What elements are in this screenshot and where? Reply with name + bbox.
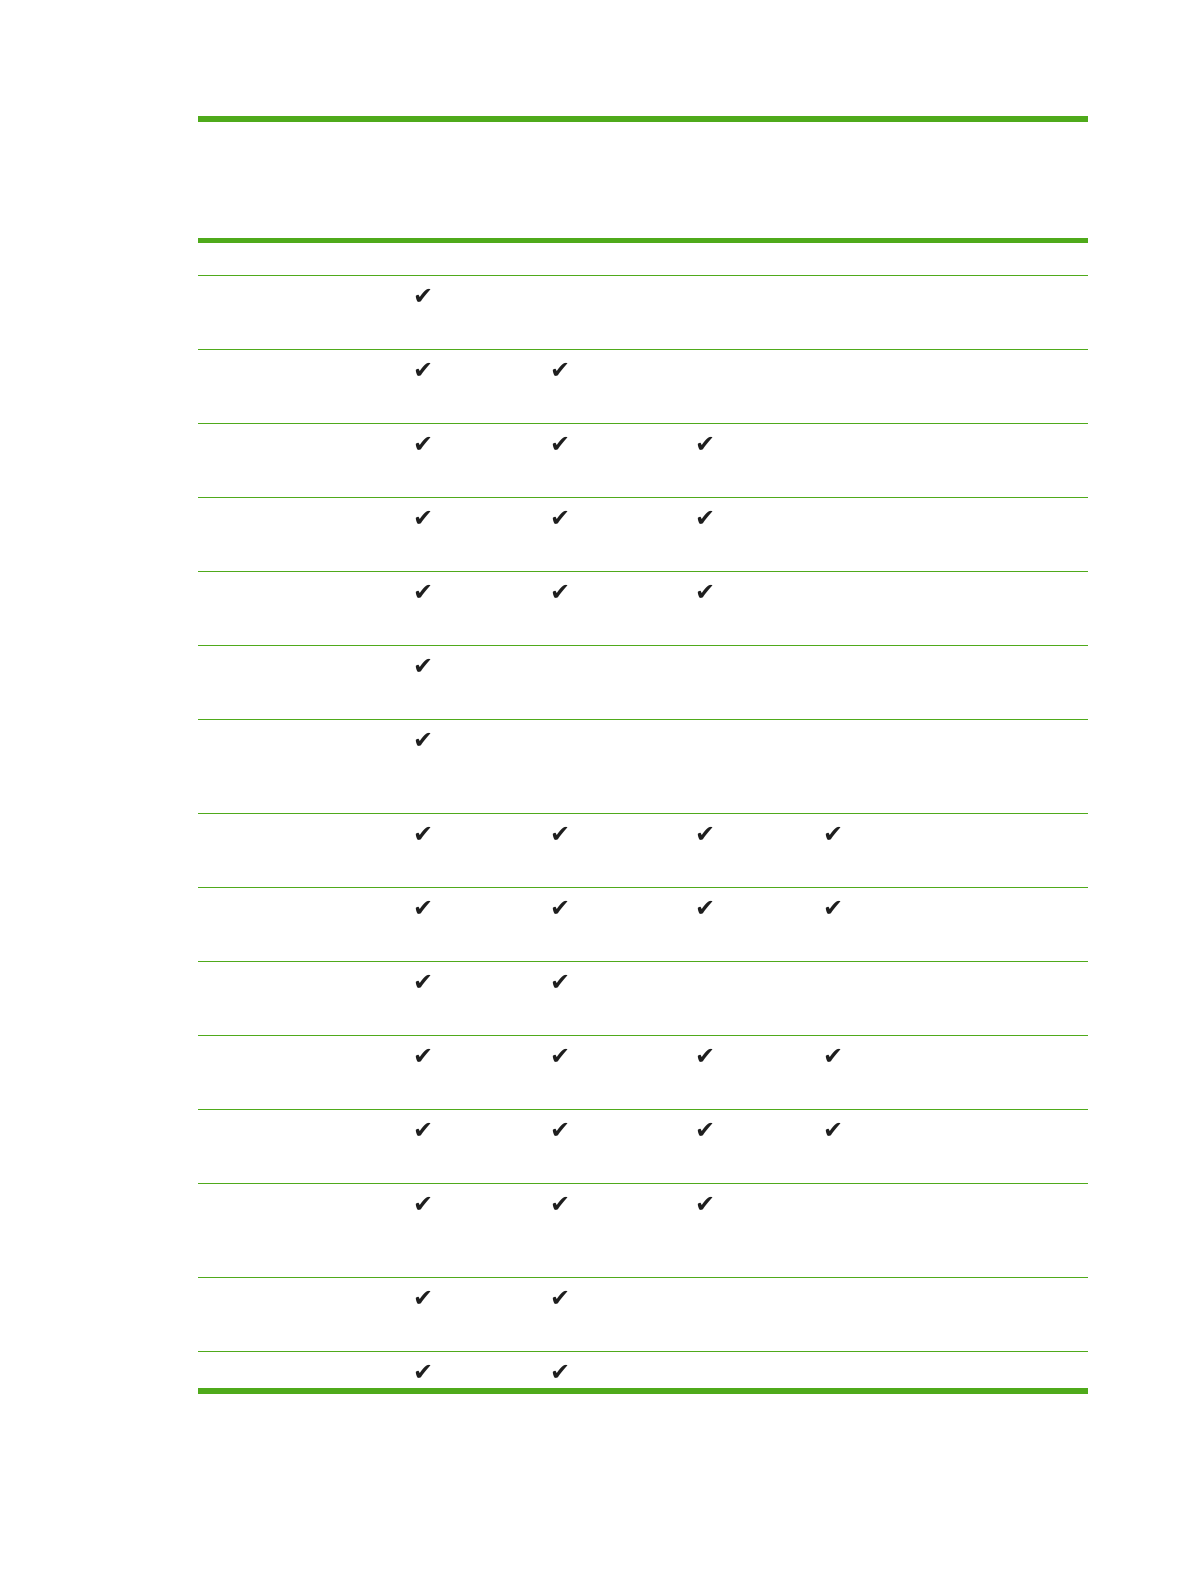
table-row [198, 571, 1088, 645]
check-icon: ✔ [412, 1358, 434, 1386]
check-icon: ✔ [549, 430, 571, 458]
table-row [198, 961, 1088, 1035]
check-icon: ✔ [549, 968, 571, 996]
check-icon: ✔ [412, 1116, 434, 1144]
check-icon: ✔ [694, 1190, 716, 1218]
check-icon: ✔ [412, 356, 434, 384]
check-icon: ✔ [412, 820, 434, 848]
table-row [198, 645, 1088, 719]
check-icon: ✔ [549, 1358, 571, 1386]
check-icon: ✔ [694, 1042, 716, 1070]
check-icon: ✔ [822, 820, 844, 848]
table-bottom-rule [198, 1388, 1088, 1394]
check-icon: ✔ [549, 578, 571, 606]
check-icon: ✔ [549, 1116, 571, 1144]
check-icon: ✔ [549, 820, 571, 848]
check-icon: ✔ [694, 894, 716, 922]
check-icon: ✔ [412, 1042, 434, 1070]
table-row [198, 813, 1088, 887]
check-icon: ✔ [412, 1190, 434, 1218]
check-icon: ✔ [549, 1284, 571, 1312]
check-icon: ✔ [822, 1042, 844, 1070]
check-icon: ✔ [549, 1042, 571, 1070]
check-icon: ✔ [412, 894, 434, 922]
check-icon: ✔ [694, 504, 716, 532]
check-icon: ✔ [412, 1284, 434, 1312]
check-icon: ✔ [412, 430, 434, 458]
table-row [198, 349, 1088, 423]
table-row [198, 1109, 1088, 1183]
table-row [198, 1277, 1088, 1351]
check-icon: ✔ [412, 968, 434, 996]
support-matrix-table [198, 116, 1088, 1394]
table-row [198, 497, 1088, 571]
table-row [198, 1183, 1088, 1277]
check-icon: ✔ [694, 430, 716, 458]
check-icon: ✔ [549, 894, 571, 922]
check-icon: ✔ [412, 504, 434, 532]
check-icon: ✔ [412, 726, 434, 754]
table-row [198, 1351, 1088, 1388]
check-icon: ✔ [412, 652, 434, 680]
check-icon: ✔ [694, 820, 716, 848]
check-icon: ✔ [549, 356, 571, 384]
check-icon: ✔ [822, 1116, 844, 1144]
table-row [198, 275, 1088, 349]
table-row [198, 423, 1088, 497]
table-row [198, 719, 1088, 813]
table-subheader-row [198, 243, 1088, 275]
table-header [198, 122, 1088, 238]
check-icon: ✔ [822, 894, 844, 922]
check-icon: ✔ [694, 578, 716, 606]
check-icon: ✔ [694, 1116, 716, 1144]
check-icon: ✔ [549, 504, 571, 532]
check-icon: ✔ [549, 1190, 571, 1218]
check-icon: ✔ [412, 282, 434, 310]
table-row [198, 1035, 1088, 1109]
check-icon: ✔ [412, 578, 434, 606]
table-row [198, 887, 1088, 961]
